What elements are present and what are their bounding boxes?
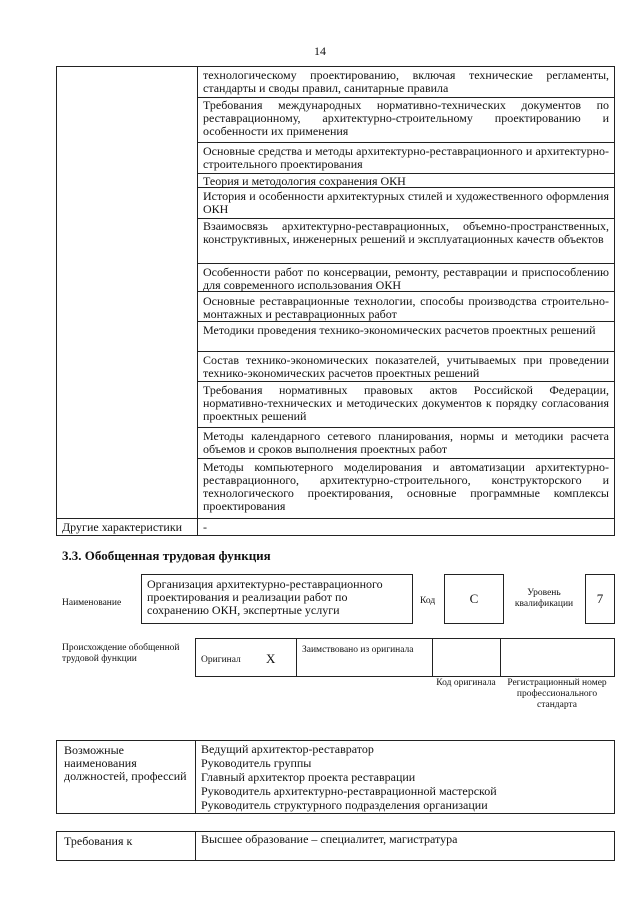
- knowledge-row: Основные средства и методы архитектурно-реставрационного и архитектурно-строительного проектирования: [203, 144, 609, 171]
- function-name: Организация архитектурно-реставрационного проектирования и реализации работ по сохранению ОКН, экспертные услуги: [147, 577, 383, 617]
- knowledge-row: Взаимосвязь архитектурно-реставрационных, объемно-пространственных, конструктивных, инженерных решений и эксплуатационных качеств объектов: [203, 219, 609, 246]
- knowledge-row: Требования нормативных правовых актов Российской Федерации, нормативно-технических и методических документов к порядку согласования проектных решений: [203, 383, 609, 423]
- position-item: Ведущий архитектор-реставратор: [201, 742, 374, 756]
- knowledge-row: Требования международных нормативно-технических документов по реставрационному, архитектурно-строительному проектированию и особенности их применения: [203, 98, 609, 138]
- level-label: Уровень квалификации: [514, 588, 574, 609]
- borrowed-label: Заимствовано из оригинала: [302, 645, 414, 655]
- knowledge-row: Особенности работ по консервации, ремонту, реставрации и приспособлению для современного использования ОКН: [203, 265, 609, 292]
- code-value: C: [469, 591, 479, 606]
- name-label: Наименование: [62, 598, 122, 608]
- reg-number-caption: Регистрационный номер профессионального стандарта: [507, 678, 607, 710]
- position-item: Руководитель структурного подразделения организации: [201, 798, 488, 812]
- knowledge-row: Состав технико-экономических показателей, учитываемых при проведении технико-экономических расчетов проектных решений: [203, 353, 609, 380]
- requirements-value: Высшее образование – специалитет, магистратура: [201, 832, 458, 846]
- knowledge-row: Основные реставрационные технологии, способы производства строительно-монтажных и реставрационных работ: [203, 294, 609, 321]
- other-characteristics-label: Другие характеристики: [62, 520, 183, 534]
- knowledge-row: технологическому проектированию, включая технические регламенты, стандарты и своды правил, санитарные правила: [203, 68, 609, 95]
- position-item: Руководитель группы: [201, 756, 312, 770]
- page-number: 14: [314, 44, 326, 58]
- original-label: Оригинал: [201, 655, 241, 665]
- knowledge-row: История и особенности архитектурных стилей и художественного оформления ОКН: [203, 189, 609, 216]
- knowledge-row: Методики проведения технико-экономических расчетов проектных решений: [203, 323, 596, 337]
- level-value: 7: [596, 591, 604, 606]
- knowledge-row: Теория и методология сохранения ОКН: [203, 174, 406, 188]
- section-title: 3.3. Обобщенная трудовая функция: [62, 548, 271, 563]
- knowledge-row: Методы компьютерного моделирования и автоматизации архитектурно-реставрационного, архитектурно-строительного, конструкторского и технологического проектирования, основные программные комплексы проектирования: [203, 460, 609, 513]
- code-original-caption: Код оригинала: [436, 678, 496, 688]
- code-label: Код: [420, 596, 436, 606]
- original-mark: X: [266, 651, 276, 666]
- requirements-label: Требования к: [64, 834, 133, 848]
- position-item: Главный архитектор проекта реставрации: [201, 770, 416, 784]
- position-item: Руководитель архитектурно-реставрационной мастерской: [201, 784, 497, 798]
- other-characteristics-value: -: [203, 520, 207, 534]
- positions-label: Возможные наименования должностей, профессий: [64, 743, 187, 783]
- knowledge-row: Методы календарного сетевого планирования, нормы и методики расчета объемов и сроков выполнения проектных работ: [203, 429, 609, 456]
- origin-label: Происхождение обобщенной трудовой функции: [62, 643, 180, 664]
